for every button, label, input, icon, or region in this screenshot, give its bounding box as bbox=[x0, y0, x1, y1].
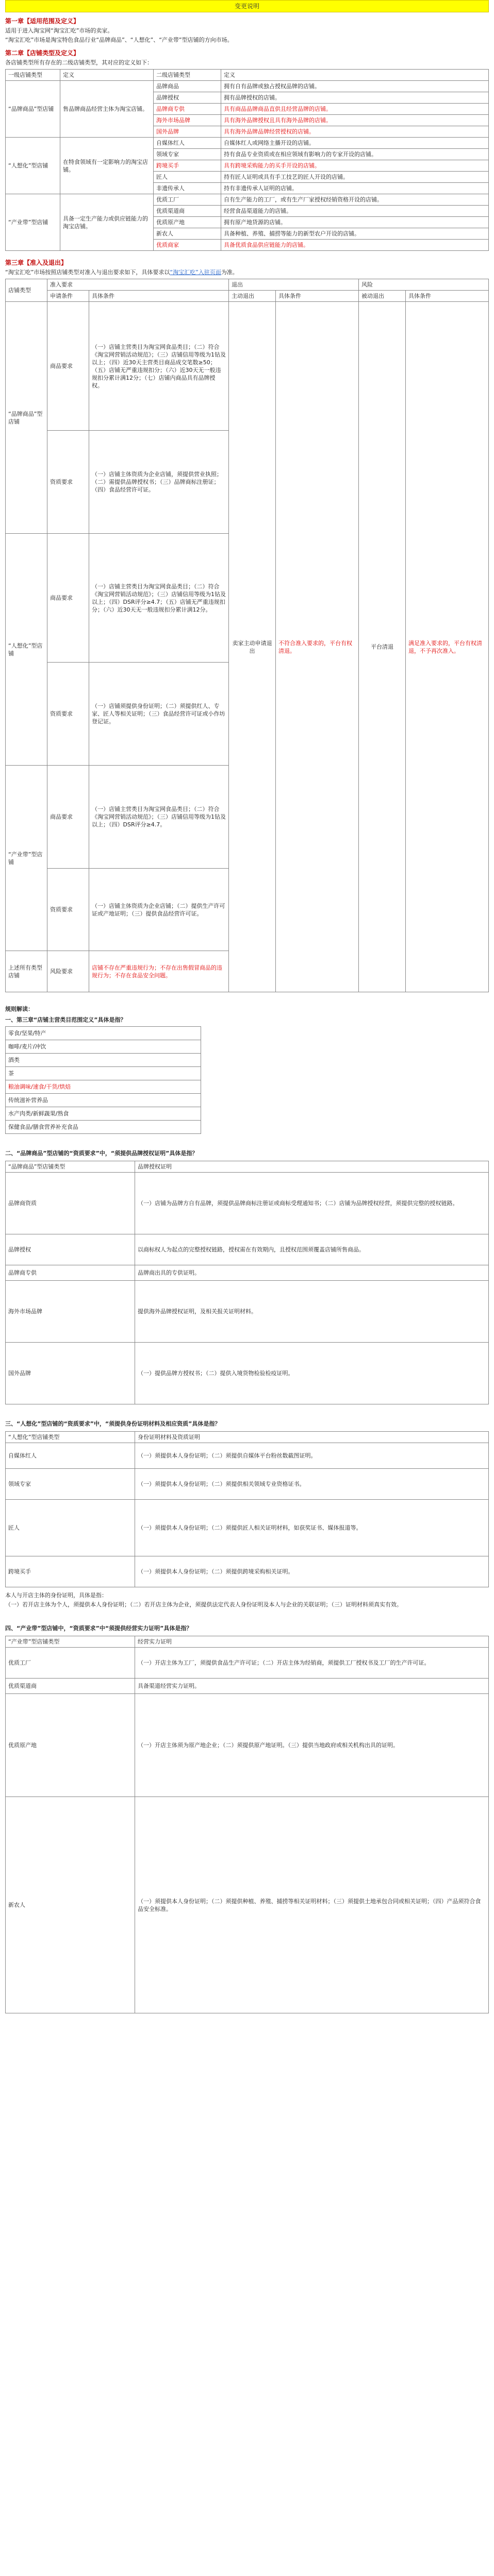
th: “产业带”型店铺类型 bbox=[6, 1636, 135, 1648]
sub-def: 持有匠人证明或具有手工技艺的匠人开设的店铺。 bbox=[221, 172, 489, 183]
q1-table bbox=[5, 1026, 201, 1134]
exit-active-detail: 不符合准入要求的，平台有权清退。 bbox=[276, 302, 359, 992]
entry-detail: （一）店铺须提供身份证明；（二）须提供红人、专家、匠人等相关证明；（三）食品经营许可证或小作坊登记证。 bbox=[89, 663, 229, 766]
q3-type: 匠人 bbox=[6, 1500, 135, 1556]
section3-intro-end: 为准。 bbox=[221, 269, 238, 276]
th: 具体条件 bbox=[276, 291, 359, 302]
sub-def: 具有跨境采购能力的买手开设的店铺。 bbox=[221, 160, 489, 172]
th: 身份证明材料及资质证明 bbox=[135, 1432, 489, 1443]
entry-cond: 风险要求 bbox=[47, 951, 89, 992]
entry-type: “产业带”型店铺 bbox=[6, 766, 47, 951]
entry-cond: 资质要求 bbox=[47, 431, 89, 534]
entry-cond: 资质要求 bbox=[47, 869, 89, 951]
entry-type: “品牌商品”型店铺 bbox=[6, 302, 47, 534]
q3-note: （一）若开店主体为个人，须提供本人身份证明；（二）若开店主体为企业，须提供法定代表人身份证明及本人与企业的关联证明；（三）证明材料须真实有效。 bbox=[5, 1601, 402, 1608]
th: 风险 bbox=[359, 279, 489, 291]
q3-desc: （一）须提供本人身份证明；（二）须提供跨境采购相关证明。 bbox=[135, 1556, 489, 1587]
group-name: “人想化”型店铺 bbox=[6, 138, 60, 194]
entry-page-link[interactable]: “淘宝汇吃”入驻页面 bbox=[170, 269, 221, 276]
th: 主动退出 bbox=[229, 291, 276, 302]
q3-type: 自媒体红人 bbox=[6, 1443, 135, 1469]
sub-def: 自有生产能力的工厂，或有生产厂家授权经销资格开设的店铺。 bbox=[221, 194, 489, 206]
q1-item: 传统滋补营养品 bbox=[6, 1094, 201, 1107]
th: 退出 bbox=[229, 279, 359, 291]
exit-active: 卖家主动申请退出 bbox=[229, 302, 276, 992]
sub-type: 新农人 bbox=[154, 228, 221, 240]
q2-desc: 品牌商出具的专供证明。 bbox=[135, 1265, 489, 1281]
type-table-header bbox=[6, 70, 489, 81]
q1-item: 水产肉类/新鲜蔬果/熟食 bbox=[6, 1107, 201, 1121]
section1-line: “淘宝汇吃”市场是淘宝特色食品行业“品牌商品”、“人想化”、“产业带”型店铺的方向市场。 bbox=[5, 37, 233, 43]
sub-type: 海外市场品牌 bbox=[154, 115, 221, 126]
th: 被动退出 bbox=[359, 291, 406, 302]
q3-type: 领域专家 bbox=[6, 1469, 135, 1500]
entry-cond: 商品要求 bbox=[47, 302, 89, 431]
sub-type: 品牌授权 bbox=[154, 92, 221, 104]
q4-desc: （一）开店主体为工厂，须提供食品生产许可证；（二）开店主体为经销商，须提供工厂授权书及工厂的生产许可证。 bbox=[135, 1648, 489, 1679]
q2-type: 品牌商资质 bbox=[6, 1173, 135, 1234]
sub-def: 具有商品品牌商品直供且经营品牌的店铺。 bbox=[221, 104, 489, 115]
sub-type: 国外品牌 bbox=[154, 126, 221, 138]
section3-intro-text: “淘宝汇吃”市场按照店铺类型对准入与退出要求如下，具体要求以 bbox=[5, 269, 170, 276]
th: 准入要求 bbox=[47, 279, 229, 291]
q3-desc: （一）须提供本人身份证明；（二）须提供匠人相关证明材料，如获奖证书、媒体报道等。 bbox=[135, 1500, 489, 1556]
appendix-title: 规则解读： bbox=[5, 1006, 34, 1012]
entry-cond: 商品要求 bbox=[47, 534, 89, 663]
th: 具体条件 bbox=[406, 291, 489, 302]
sub-type: 品牌商品 bbox=[154, 81, 221, 92]
group-def: 具备一定生产能力或供应链能力的淘宝店铺。 bbox=[60, 194, 154, 251]
q3-table bbox=[5, 1431, 489, 1587]
entry-table bbox=[5, 279, 489, 992]
th: 品牌授权证明 bbox=[135, 1161, 489, 1173]
th: 定义 bbox=[221, 70, 489, 81]
entry-detail: （一）店铺主体资质为企业店铺；（二）提供生产许可证或产地证明；（三）提供食品经营许可证。 bbox=[89, 869, 229, 951]
group-name: “品牌商品”型店铺 bbox=[6, 81, 60, 138]
group-name: “产业带”型店铺 bbox=[6, 194, 60, 251]
entry-cond: 商品要求 bbox=[47, 766, 89, 869]
sub-def: 经营食品渠道能力的店铺。 bbox=[221, 206, 489, 217]
th: 二级店铺类型 bbox=[154, 70, 221, 81]
th: 定义 bbox=[60, 70, 154, 81]
sub-type: 优质渠道商 bbox=[154, 206, 221, 217]
sub-type: 跨境买手 bbox=[154, 160, 221, 172]
group-def: 在特食领域有一定影响力的淘宝店铺。 bbox=[60, 138, 154, 194]
sub-def: 持有非遗传承人证明的店铺。 bbox=[221, 183, 489, 194]
sub-def: 自媒体红人或网络主播开设的店铺。 bbox=[221, 138, 489, 149]
sub-def: 具备优质食品供应链能力的店铺。 bbox=[221, 240, 489, 251]
section3-intro bbox=[5, 268, 489, 277]
entry-detail: （一）店铺主体资质为企业店铺，须提供营业执照；（二）需提供品牌授权书；（三）品牌商标注册证；（四）食品经营许可证。 bbox=[89, 431, 229, 534]
section1-title: 第一章【适用范围及定义】 bbox=[5, 18, 80, 25]
group-def: 售品牌商品经营主体为淘宝店铺。 bbox=[60, 81, 154, 138]
q1-item: 茶 bbox=[6, 1067, 201, 1080]
entry-cond: 资质要求 bbox=[47, 663, 89, 766]
th: 经营实力证明 bbox=[135, 1636, 489, 1648]
q3-desc: （一）须提供本人身份证明；（二）须提供相关领域专业资格证书。 bbox=[135, 1469, 489, 1500]
th: 申请条件 bbox=[47, 291, 89, 302]
section2-title: 第二章【店铺类型及定义】 bbox=[5, 49, 80, 57]
q1-item: 酒类 bbox=[6, 1054, 201, 1067]
sub-type: 优质工厂 bbox=[154, 194, 221, 206]
th: 一级店铺类型 bbox=[6, 70, 60, 81]
q4-type: 优质渠道商 bbox=[6, 1679, 135, 1694]
q4-desc: 具备渠道经营实力证明。 bbox=[135, 1679, 489, 1694]
section1-line: 适用于进入淘宝网“淘宝汇吃”市场的卖家。 bbox=[5, 27, 113, 34]
entry-detail: （一）店铺主营类目为淘宝网食品类目；（二）符合《淘宝网营销活动规范》；（三）店铺信用等级为1钻及以上；（四）近30天主营类目商品成交笔数≥50；（五）店铺无严重违规扣分；（六）近30天无一般违规扣分累计满12分；（七）店铺内商品具有品牌授权。 bbox=[89, 302, 229, 431]
sub-def: 拥有品牌授权的店铺。 bbox=[221, 92, 489, 104]
entry-type: 上述所有类型店铺 bbox=[6, 951, 47, 992]
sub-def: 拥有自有品牌或独占授权品牌的店铺。 bbox=[221, 81, 489, 92]
sub-type: 匠人 bbox=[154, 172, 221, 183]
entry-type: “人想化”型店铺 bbox=[6, 534, 47, 766]
q3-title: 三、“人想化”型店铺的“资质要求”中，“须提供身份证明材料及相应资质”具体是指？ bbox=[5, 1420, 221, 1427]
th: 店铺类型 bbox=[6, 279, 47, 302]
exit-passive-detail: 满足准入要求的，平台有权清退，不予再次准入。 bbox=[406, 302, 489, 992]
q1-item: 咖啡/麦片/冲饮 bbox=[6, 1040, 201, 1054]
sub-def: 具备种植、养殖、捕捞等能力的新型农户开设的店铺。 bbox=[221, 228, 489, 240]
sub-type: 品牌商专供 bbox=[154, 104, 221, 115]
q2-desc: （一）店铺为品牌方自有品牌，须提供品牌商标注册证或商标受理通知书；（二）店铺为品牌授权经营，须提供完整的授权链路。 bbox=[135, 1173, 489, 1234]
section2-intro: 各店铺类型所有存在的二级店铺类型，其对应的定义如下： bbox=[5, 59, 153, 66]
q2-table bbox=[5, 1161, 489, 1404]
q4-title: 四、“产业带”型店铺中，“资质要求”中“须提供经营实力证明”具体是指？ bbox=[5, 1625, 192, 1632]
sub-type: 非遗传承人 bbox=[154, 183, 221, 194]
q4-desc: （一）须提供本人身份证明；（二）须提供种植、养殖、捕捞等相关证明材料；（三）须提供土地承包合同或相关证明；（四）产品须符合食品安全标准。 bbox=[135, 1797, 489, 2013]
q4-type: 优质原产地 bbox=[6, 1694, 135, 1797]
section3-title: 第三章【准入及退出】 bbox=[5, 259, 68, 266]
th: “品牌商品”型店铺类型 bbox=[6, 1161, 135, 1173]
entry-detail: （一）店铺主营类目为淘宝网食品类目；（二）符合《淘宝网营销活动规范》；（三）店铺信用等级为1钻及以上；（四）DSR评分≥4.7。 bbox=[89, 766, 229, 869]
sub-type: 领域专家 bbox=[154, 149, 221, 160]
q1-title: 一、第三章“店铺主营类目范围定义”具体是指？ bbox=[5, 1016, 126, 1023]
sub-def: 具有海外品牌授权且具有海外品牌的店铺。 bbox=[221, 115, 489, 126]
q3-note: 本人与开店主体的身份证明，具体是指： bbox=[5, 1592, 107, 1599]
q2-type: 品牌授权 bbox=[6, 1234, 135, 1265]
q2-desc: 提供海外品牌授权证明，及相关报关证明材料。 bbox=[135, 1281, 489, 1343]
sub-type: 自媒体红人 bbox=[154, 138, 221, 149]
q2-desc: 以商标权人为起点的完整授权链路，授权需在有效期内，且授权范围须覆盖店铺所售商品。 bbox=[135, 1234, 489, 1265]
sub-type: 优质原产地 bbox=[154, 217, 221, 228]
sub-type: 优质商家 bbox=[154, 240, 221, 251]
sub-def: 持有食品专业资质或在相应领域有影响力的专家开设的店铺。 bbox=[221, 149, 489, 160]
q2-type: 海外市场品牌 bbox=[6, 1281, 135, 1343]
top-bar-label: 变更说明 bbox=[234, 3, 259, 10]
th: 具体条件 bbox=[89, 291, 229, 302]
q1-item: 零食/坚果/特产 bbox=[6, 1027, 201, 1040]
q4-table bbox=[5, 1636, 489, 2013]
type-table bbox=[5, 69, 489, 251]
q3-type: 跨境买手 bbox=[6, 1556, 135, 1587]
q4-type: 新农人 bbox=[6, 1797, 135, 2013]
th: “人想化”型店铺类型 bbox=[6, 1432, 135, 1443]
q1-item: 粮油调味/速食/干货/烘焙 bbox=[6, 1080, 201, 1094]
q3-desc: （一）须提供本人身份证明；（二）须提供自媒体平台粉丝数截图证明。 bbox=[135, 1443, 489, 1469]
q1-item: 保健食品/膳食营养补充食品 bbox=[6, 1121, 201, 1134]
q2-type: 国外品牌 bbox=[6, 1343, 135, 1404]
q2-type: 品牌商专供 bbox=[6, 1265, 135, 1281]
entry-detail: 店铺不存在严重违规行为；不存在出售假冒商品的违规行为；不存在食品安全问题。 bbox=[89, 951, 229, 992]
sub-def: 拥有原产地货源的店铺。 bbox=[221, 217, 489, 228]
sub-def: 具有海外品牌品牌经营授权的店铺。 bbox=[221, 126, 489, 138]
q4-type: 优质工厂 bbox=[6, 1648, 135, 1679]
exit-passive: 平台清退 bbox=[359, 302, 406, 992]
q2-desc: （一）提供品牌方授权书；（二）提供入境货物检验检疫证明。 bbox=[135, 1343, 489, 1404]
top-bar[interactable] bbox=[5, 0, 489, 12]
entry-detail: （一）店铺主营类目为淘宝网食品类目；（二）符合《淘宝网营销活动规范》；（三）店铺信用等级为1钻及以上；（四）DSR评分≥4.7；（五）店铺无严重违规扣分；（六）近30天无一般违规扣分累计满12分。 bbox=[89, 534, 229, 663]
q2-title: 二、“品牌商品”型店铺的“资质要求”中，“须提供品牌授权证明”具体是指？ bbox=[5, 1150, 198, 1157]
page bbox=[5, 0, 489, 2013]
q4-desc: （一）开店主体须为原产地企业；（二）须提供原产地证明。（三）提供当地政府或相关机构出具的证明。 bbox=[135, 1694, 489, 1797]
